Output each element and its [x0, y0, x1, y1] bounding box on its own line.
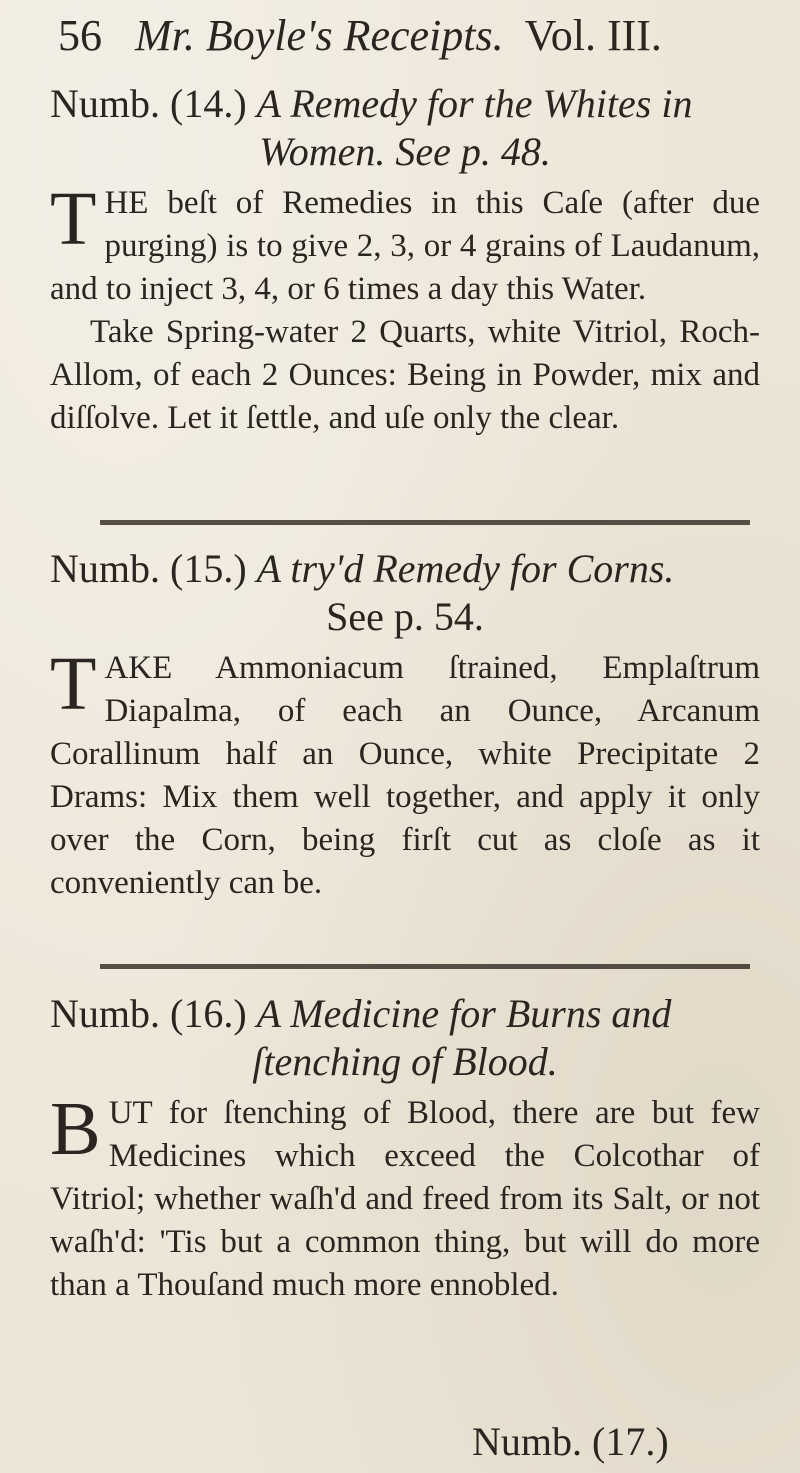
paragraph: Take Spring-water 2 Quarts, white Vitriol, Roch-Allom, of each 2 Ounces: Being in Powder, mix and diſſolve. Let it ſettle, and uſe only the clear.: [50, 314, 760, 436]
paragraph: [50, 1087, 760, 1307]
section-body: [50, 177, 760, 440]
paragraph-text: AKE Ammoniacum ſtrained, Emplaſtrum Diapalma, of each an Ounce, Arcanum Corallinum half an Ounce, white Precipitate 2 Drams: Mix them well together, and apply it only over the Corn, being firſt cut as cloſe as it conveniently can be.: [50, 650, 760, 901]
running-title: Mr. Boyle's Receipts.: [135, 11, 504, 60]
section-body: [50, 642, 760, 905]
section-subtitle: Women. See p. 48.: [259, 129, 551, 174]
section-heading: A Remedy for the Whites in: [256, 81, 693, 126]
drop-cap: T: [50, 177, 97, 261]
section-title: [50, 545, 760, 593]
paragraph: [50, 177, 760, 311]
divider-rule: [100, 520, 750, 525]
section-title: [50, 80, 760, 128]
drop-cap: B: [50, 1087, 101, 1171]
section-body: [50, 1087, 760, 1307]
section-title: [50, 990, 760, 1038]
running-header: [58, 10, 758, 70]
section-number: Numb. (15.): [50, 546, 247, 591]
receipt-section-16: [50, 990, 760, 1307]
paragraph-text: UT for ſtenching of Blood, there are but few Medicines which exceed the Colcothar of Vitriol; whether waſh'd and freed from its Salt, or not waſh'd: 'Tis but a common thing, but will do more than a Thouſand much more ennobled.: [50, 1095, 760, 1303]
divider-rule: [100, 964, 750, 969]
page-number: 56: [58, 11, 102, 60]
receipt-section-15: [50, 545, 760, 905]
section-subtitle: See p. 54.: [326, 594, 484, 639]
receipt-section-14: [50, 80, 760, 440]
catchword: Numb. (17.): [472, 1419, 669, 1464]
volume-label: Vol. III.: [524, 11, 662, 60]
paragraph: [50, 642, 760, 905]
section-heading: A try'd Remedy for Corns.: [256, 546, 675, 591]
section-subtitle: ſtenching of Blood.: [252, 1039, 558, 1084]
section-number: Numb. (16.): [50, 991, 247, 1036]
section-number: Numb. (14.): [50, 81, 247, 126]
section-heading: A Medicine for Burns and: [256, 991, 672, 1036]
drop-cap: T: [50, 642, 97, 726]
paragraph-text: HE beſt of Remedies in this Caſe (after due purging) is to give 2, 3, or 4 grains of Laudanum, and to inject 3, 4, or 6 times a day this Water.: [50, 185, 760, 307]
